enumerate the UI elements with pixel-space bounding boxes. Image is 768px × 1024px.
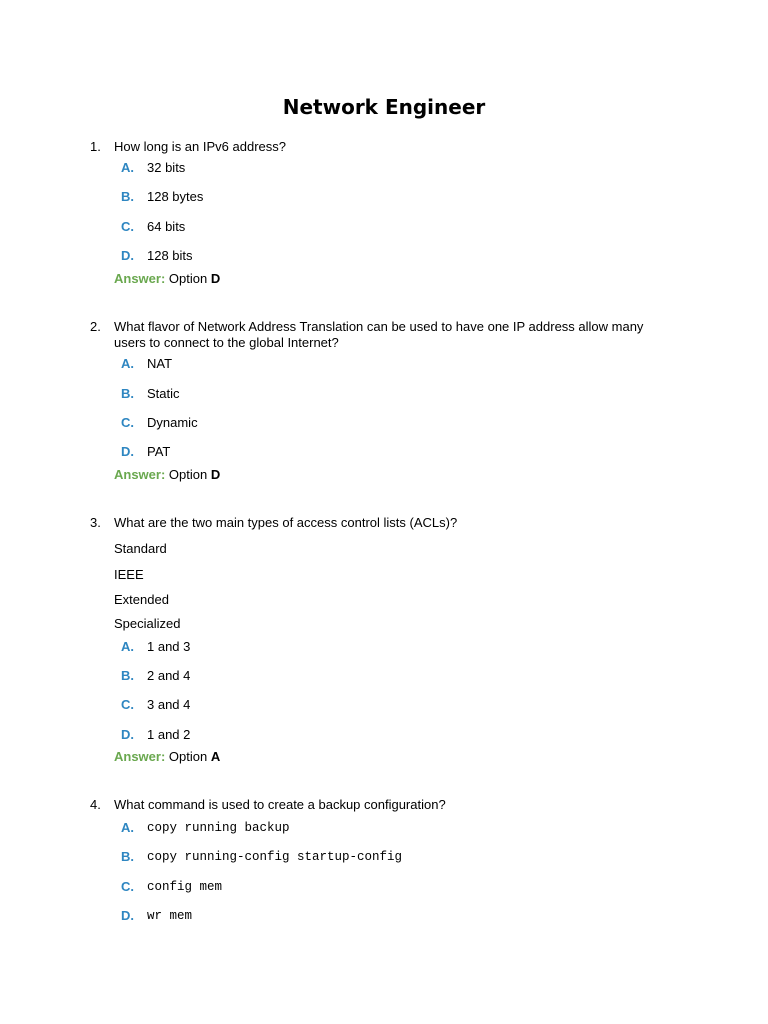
option-letter: A. xyxy=(121,639,134,654)
option-text: 64 bits xyxy=(147,219,186,234)
option-letter: A. xyxy=(121,356,134,371)
answer-2 xyxy=(114,467,220,483)
answer-key: A xyxy=(210,749,221,764)
option-letter: D. xyxy=(121,908,134,923)
answer-prefix: Option xyxy=(168,271,208,286)
question-number: 1. xyxy=(90,139,101,154)
question-text: What are the two main types of access control lists (ACLs)? xyxy=(114,515,458,530)
question-number: 3. xyxy=(90,515,101,530)
answer-1 xyxy=(114,271,220,287)
option-letter: D. xyxy=(121,444,134,459)
option-letter: A. xyxy=(121,820,134,835)
option-letter: B. xyxy=(121,189,134,204)
answer-key: D xyxy=(210,271,221,286)
option-text: 1 and 3 xyxy=(147,639,191,654)
list-item: Extended xyxy=(114,592,169,607)
option-letter: D. xyxy=(121,248,134,263)
option-text: NAT xyxy=(147,356,173,371)
option-text: 3 and 4 xyxy=(147,697,191,712)
option-text: Dynamic xyxy=(147,415,198,430)
option-letter: C. xyxy=(121,879,134,894)
option-text: copy running backup xyxy=(147,821,290,835)
answer-label: Answer: xyxy=(114,467,166,482)
option-letter: B. xyxy=(121,849,134,864)
option-letter: B. xyxy=(121,668,134,683)
list-item: IEEE xyxy=(114,567,144,582)
question-text: How long is an IPv6 address? xyxy=(114,139,286,154)
option-text: copy running-config startup-config xyxy=(147,850,403,864)
option-text: 128 bytes xyxy=(147,189,204,204)
list-item: Standard xyxy=(114,541,167,556)
option-letter: C. xyxy=(121,219,134,234)
answer-label: Answer: xyxy=(114,271,166,286)
answer-prefix: Option xyxy=(168,467,208,482)
option-text: 32 bits xyxy=(147,160,186,175)
option-text: 128 bits xyxy=(147,248,193,263)
option-text: config mem xyxy=(147,880,223,894)
option-text: 1 and 2 xyxy=(147,727,191,742)
answer-prefix: Option xyxy=(168,749,208,764)
answer-label: Answer: xyxy=(114,749,166,764)
option-text: 2 and 4 xyxy=(147,668,191,683)
option-letter: C. xyxy=(121,415,134,430)
page-title: Network Engineer xyxy=(282,95,486,119)
option-letter: A. xyxy=(121,160,134,175)
question-text: What flavor of Network Address Translation can be used to have one IP address allow many users to connect to the global Internet? xyxy=(114,319,644,350)
option-letter: D. xyxy=(121,727,134,742)
answer-3 xyxy=(114,749,220,765)
answer-key: D xyxy=(210,467,221,482)
question-number: 4. xyxy=(90,797,101,812)
option-letter: C. xyxy=(121,697,134,712)
list-item: Specialized xyxy=(114,616,181,631)
option-text: Static xyxy=(147,386,180,401)
option-text: PAT xyxy=(147,444,171,459)
question-text: What command is used to create a backup configuration? xyxy=(114,797,446,812)
option-letter: B. xyxy=(121,386,134,401)
option-text: wr mem xyxy=(147,909,193,923)
question-number: 2. xyxy=(90,319,101,334)
